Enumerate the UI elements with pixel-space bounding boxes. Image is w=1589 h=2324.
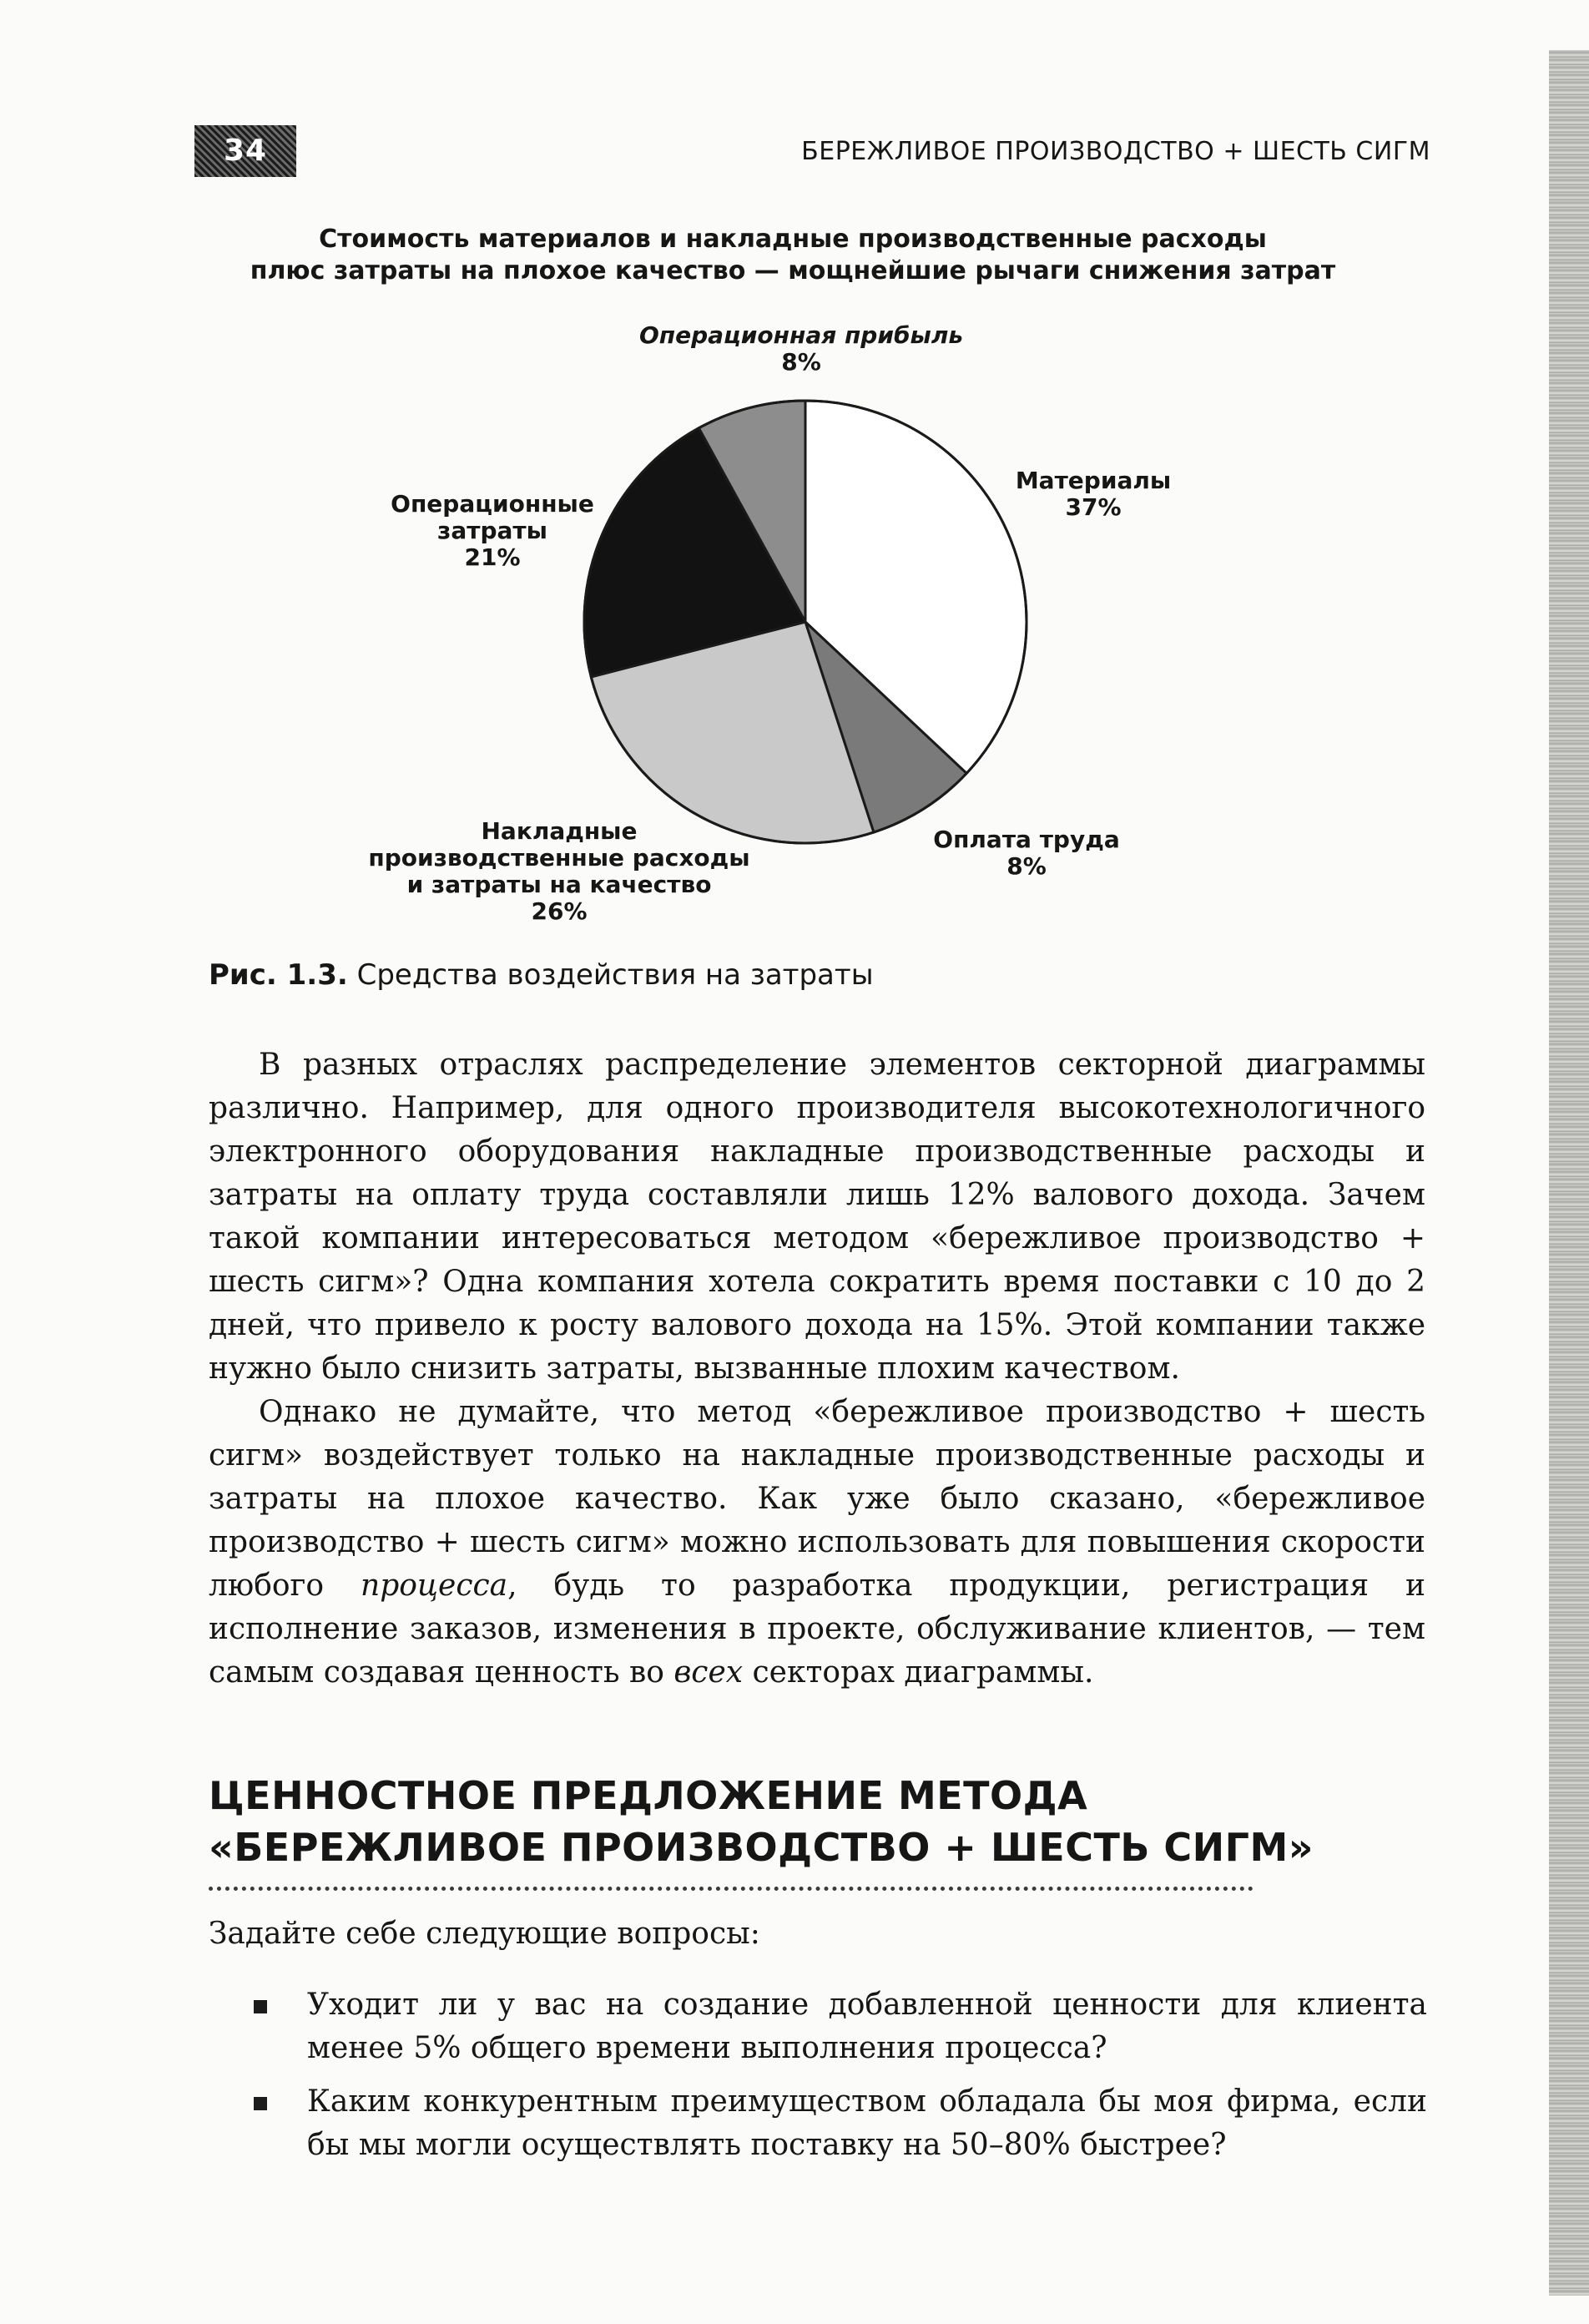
label-operating-profit-pct: 8%: [781, 348, 821, 376]
section-heading: [209, 1770, 1314, 1873]
label-operating-costs-name-2: затраты: [437, 517, 547, 544]
question-item: [250, 2080, 1427, 2167]
label-operating-costs-pct: 21%: [464, 543, 521, 571]
label-materials-pct: 37%: [1065, 493, 1122, 521]
body-paragraph-2-part-c: секторах диаграммы.: [743, 1655, 1094, 1690]
label-overhead-pct: 26%: [531, 897, 588, 925]
running-head: БЕРЕЖЛИВОЕ ПРОИЗВОДСТВО + ШЕСТЬ СИГМ: [801, 137, 1430, 166]
square-bullet-icon: [254, 2097, 267, 2110]
label-overhead: [351, 818, 768, 925]
heading-dotted-rule: [209, 1887, 1254, 1891]
label-overhead-name-3: и затраты на качество: [406, 871, 712, 898]
body-paragraph-2-emphasis-2: всех: [673, 1655, 744, 1690]
label-labor: [901, 826, 1152, 880]
pie-chart: [0, 0, 1589, 952]
label-operating-costs: [367, 491, 618, 571]
question-text: Уходит ли у вас на создание добавленной ценности для клиента менее 5% общего времени выполнения процесса?: [307, 1988, 1427, 2065]
label-materials-name: Материалы: [1015, 467, 1172, 494]
label-operating-costs-name-1: Операционные: [391, 490, 594, 518]
label-overhead-name-2: производственные расходы: [368, 844, 750, 872]
section-heading-line-1: ЦЕННОСТНОЕ ПРЕДЛОЖЕНИЕ МЕТОДА: [209, 1773, 1088, 1818]
body-paragraph-1: В разных отраслях распределение элементов секторной диаграммы различно. Например, для одного производителя высокотехнологичного электронного оборудования накладные производственные расходы и затраты на оплату труда составляли лишь 12% валового дохода. Зачем такой компании интересоваться методом «бережливое производство + шесть сигм»? Одна компания хотела сократить время поставки с 10 до 2 дней, что привело к росту валового дохода на 15%. Этой компании также нужно было снизить затраты, вызванные плохим качеством.: [209, 1048, 1425, 1386]
label-overhead-name-1: Накладные: [481, 817, 638, 845]
figure-caption: [209, 958, 874, 992]
body-paragraph-2-part-a: Однако не думайте, что метод «бережливое производство + шесть сигм» воздействует только на накладные производственные расходы и затраты на плохое качество. Как уже было сказано, «бережливое производство + шесть сигм» можно использовать для повышения скорости любого: [209, 1395, 1425, 1603]
figure-caption-label: Рис. 1.3.: [209, 958, 348, 992]
chart-title-line-1: Стоимость материалов и накладные производственные расходы: [319, 225, 1267, 254]
body-paragraph-2-emphasis-1: процесса: [361, 1569, 508, 1603]
chart-title-line-2: плюс затраты на плохое качество — мощнейшие рычаги снижения затрат: [250, 256, 1336, 285]
label-operating-profit: [584, 322, 1018, 376]
section-lead: Задайте себе следующие вопросы:: [209, 1917, 760, 1951]
label-materials: [976, 467, 1210, 521]
label-labor-name: Оплата труда: [933, 826, 1120, 853]
question-list: [250, 1983, 1427, 2177]
body-paragraph-2-part-b: , будь то разработка продукции, регистрация и исполнение заказов, изменения в проекте, обслуживание клиентов, — тем самым создавая ценность во: [209, 1569, 1425, 1690]
body-paragraph-2: [209, 1391, 1425, 1695]
figure-caption-text: Средства воздействия на затраты: [356, 958, 874, 992]
page-number: 34: [194, 125, 296, 177]
section-heading-line-2: «БЕРЕЖЛИВОЕ ПРОИЗВОДСТВО + ШЕСТЬ СИГМ»: [209, 1825, 1314, 1870]
label-labor-pct: 8%: [1006, 852, 1047, 880]
question-text: Каким конкурентным преимуществом обладала бы моя фирма, если бы мы могли осуществлять поставку на 50–80% быстрее?: [307, 2084, 1427, 2162]
question-item: [250, 1983, 1427, 2070]
square-bullet-icon: [254, 2000, 267, 2013]
label-operating-profit-name: Операционная прибыль: [638, 321, 964, 349]
